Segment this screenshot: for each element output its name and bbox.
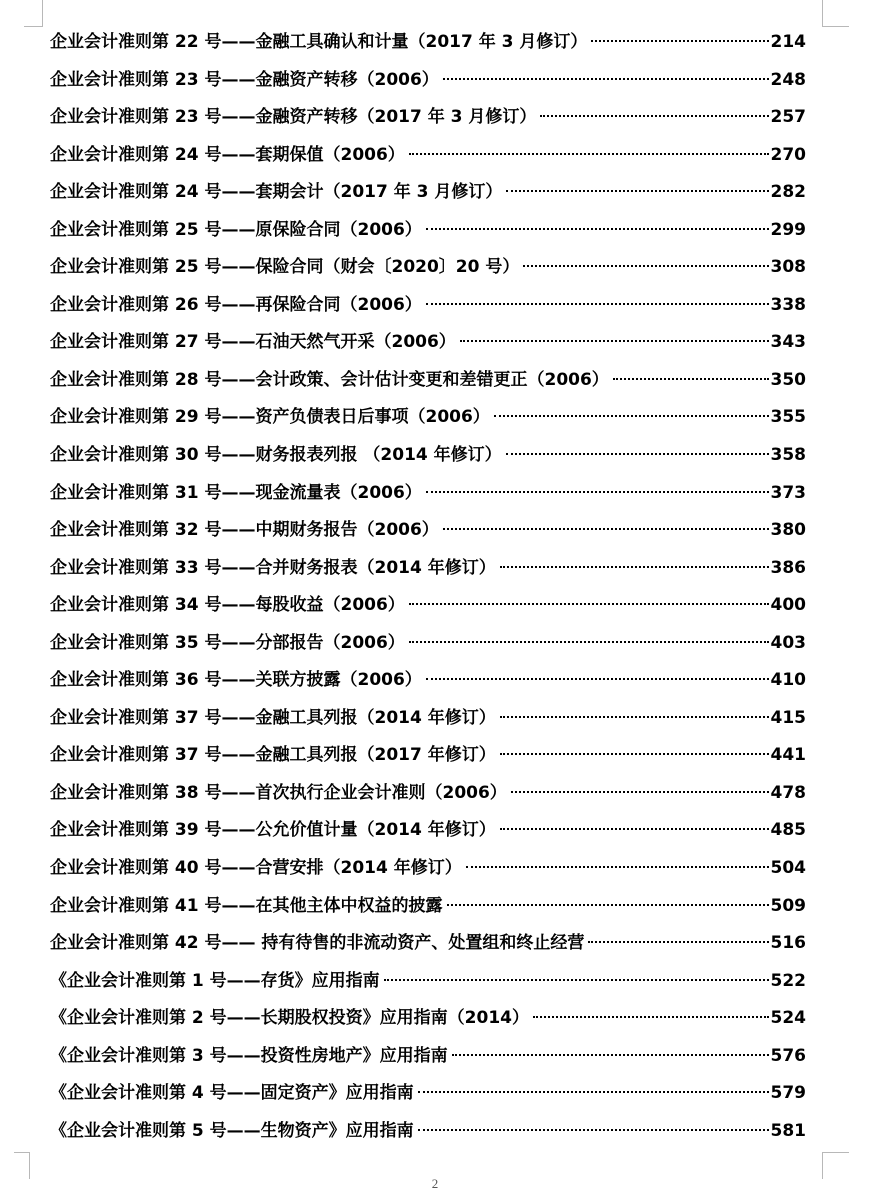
toc-entry[interactable] bbox=[50, 216, 806, 254]
toc-entry-page: 386 bbox=[770, 557, 806, 578]
toc-entry-page: 441 bbox=[770, 745, 806, 766]
dot-leader bbox=[426, 491, 769, 493]
toc-entry-title: 企业会计准则第 23 号——金融资产转移（2017 年 3 月修订） bbox=[50, 107, 537, 128]
toc-entry-title: 企业会计准则第 38 号——首次执行企业会计准则（2006） bbox=[50, 782, 507, 803]
dot-leader bbox=[409, 641, 769, 643]
toc-entry[interactable] bbox=[50, 779, 806, 817]
toc-entry[interactable] bbox=[50, 253, 806, 291]
toc-entry-title: 《企业会计准则第 2 号——长期股权投资》应用指南（2014） bbox=[50, 1008, 529, 1029]
dot-leader bbox=[443, 78, 769, 80]
toc-entry-page: 380 bbox=[770, 520, 806, 541]
dot-leader bbox=[506, 453, 769, 455]
toc-entry-title: 企业会计准则第 39 号——公允价值计量（2014 年修订） bbox=[50, 820, 496, 841]
toc-entry-title: 企业会计准则第 40 号——合营安排（2014 年修订） bbox=[50, 858, 462, 879]
dot-leader bbox=[447, 904, 769, 906]
dot-leader bbox=[418, 1091, 769, 1093]
toc-entry-page: 270 bbox=[770, 144, 806, 165]
toc-entry[interactable] bbox=[50, 892, 806, 930]
dot-leader bbox=[466, 866, 769, 868]
toc-entry-title: 企业会计准则第 25 号——原保险合同（2006） bbox=[50, 219, 422, 240]
toc-entry-title: 企业会计准则第 25 号——保险合同（财会〔2020〕20 号） bbox=[50, 257, 520, 278]
toc-entry[interactable] bbox=[50, 479, 806, 517]
toc-entry-title: 企业会计准则第 26 号——再保险合同（2006） bbox=[50, 294, 422, 315]
dot-leader bbox=[494, 415, 769, 417]
dot-leader bbox=[500, 566, 769, 568]
toc-entry-page: 524 bbox=[770, 1008, 806, 1029]
toc-entry-page: 410 bbox=[770, 670, 806, 691]
toc-entry-page: 355 bbox=[770, 407, 806, 428]
toc-entry[interactable] bbox=[50, 1079, 806, 1117]
toc-entry[interactable] bbox=[50, 66, 806, 104]
dot-leader bbox=[540, 115, 768, 117]
toc-entry-page: 579 bbox=[770, 1083, 806, 1104]
toc-entry-page: 308 bbox=[770, 257, 806, 278]
dot-leader bbox=[506, 190, 768, 192]
dot-leader bbox=[426, 228, 769, 230]
toc-entry-title: 企业会计准则第 34 号——每股收益（2006） bbox=[50, 595, 405, 616]
toc-entry-page: 373 bbox=[770, 482, 806, 503]
toc-entry[interactable] bbox=[50, 178, 806, 216]
toc-entry-title: 企业会计准则第 24 号——套期保值（2006） bbox=[50, 144, 405, 165]
toc-entry[interactable] bbox=[50, 704, 806, 742]
dot-leader bbox=[426, 303, 769, 305]
dot-leader bbox=[500, 828, 769, 830]
toc-entry-title: 企业会计准则第 42 号—— 持有待售的非流动资产、处置组和终止经营 bbox=[50, 933, 585, 954]
dot-leader bbox=[500, 716, 769, 718]
toc-entry-title: 《企业会计准则第 3 号——投资性房地产》应用指南 bbox=[50, 1045, 448, 1066]
toc-entry[interactable] bbox=[50, 291, 806, 329]
toc-entry[interactable] bbox=[50, 441, 806, 479]
toc-entry[interactable] bbox=[50, 28, 806, 66]
dot-leader bbox=[460, 340, 769, 342]
toc-entry-title: 企业会计准则第 23 号——金融资产转移（2006） bbox=[50, 69, 439, 90]
page-corner-mark-bottom-left bbox=[14, 1152, 30, 1179]
toc-entry-title: 企业会计准则第 24 号——套期会计（2017 年 3 月修订） bbox=[50, 182, 503, 203]
toc-entry-page: 358 bbox=[770, 445, 806, 466]
toc-entry-page: 509 bbox=[770, 895, 806, 916]
toc-entry[interactable] bbox=[50, 141, 806, 179]
table-of-contents bbox=[50, 28, 806, 1154]
dot-leader bbox=[591, 40, 768, 42]
toc-entry-title: 《企业会计准则第 4 号——固定资产》应用指南 bbox=[50, 1083, 414, 1104]
toc-entry-page: 343 bbox=[770, 332, 806, 353]
toc-entry[interactable] bbox=[50, 816, 806, 854]
page-corner-mark-bottom-right bbox=[822, 1152, 849, 1179]
dot-leader bbox=[418, 1129, 769, 1131]
toc-entry-title: 企业会计准则第 33 号——合并财务报表（2014 年修订） bbox=[50, 557, 496, 578]
toc-entry-title: 企业会计准则第 41 号——在其他主体中权益的披露 bbox=[50, 895, 443, 916]
toc-entry[interactable] bbox=[50, 741, 806, 779]
toc-entry[interactable] bbox=[50, 967, 806, 1005]
toc-entry-title: 企业会计准则第 35 号——分部报告（2006） bbox=[50, 632, 405, 653]
toc-entry-page: 516 bbox=[770, 933, 806, 954]
toc-entry[interactable] bbox=[50, 1117, 806, 1155]
toc-entry-page: 257 bbox=[770, 107, 806, 128]
toc-entry-page: 576 bbox=[770, 1045, 806, 1066]
toc-entry-title: 企业会计准则第 32 号——中期财务报告（2006） bbox=[50, 520, 439, 541]
toc-entry-title: 企业会计准则第 29 号——资产负债表日后事项（2006） bbox=[50, 407, 490, 428]
dot-leader bbox=[500, 753, 769, 755]
dot-leader bbox=[384, 979, 769, 981]
dot-leader bbox=[443, 528, 769, 530]
page-corner-mark-top-right bbox=[822, 0, 849, 27]
dot-leader bbox=[613, 378, 769, 380]
toc-entry-title: 企业会计准则第 37 号——金融工具列报（2014 年修订） bbox=[50, 707, 496, 728]
toc-entry-page: 248 bbox=[770, 69, 806, 90]
toc-entry[interactable] bbox=[50, 403, 806, 441]
toc-entry[interactable] bbox=[50, 1004, 806, 1042]
dot-leader bbox=[426, 678, 769, 680]
toc-entry[interactable] bbox=[50, 366, 806, 404]
toc-entry-page: 338 bbox=[770, 294, 806, 315]
toc-entry[interactable] bbox=[50, 929, 806, 967]
toc-entry-title: 企业会计准则第 36 号——关联方披露（2006） bbox=[50, 670, 422, 691]
toc-entry-page: 214 bbox=[770, 32, 806, 52]
toc-entry-page: 400 bbox=[770, 595, 806, 616]
toc-entry[interactable] bbox=[50, 554, 806, 592]
toc-entry-title: 企业会计准则第 28 号——会计政策、会计估计变更和差错更正（2006） bbox=[50, 369, 609, 390]
dot-leader bbox=[523, 265, 768, 267]
dot-leader bbox=[511, 791, 769, 793]
toc-entry-page: 350 bbox=[770, 369, 806, 390]
toc-entry[interactable] bbox=[50, 854, 806, 892]
toc-entry[interactable] bbox=[50, 103, 806, 141]
dot-leader bbox=[452, 1054, 769, 1056]
toc-entry-title: 企业会计准则第 37 号——金融工具列报（2017 年修订） bbox=[50, 745, 496, 766]
footer-page-number: 2 bbox=[431, 1176, 439, 1191]
toc-entry-page: 522 bbox=[770, 970, 806, 991]
toc-entry[interactable] bbox=[50, 516, 806, 554]
toc-entry-title: 《企业会计准则第 5 号——生物资产》应用指南 bbox=[50, 1120, 414, 1141]
toc-entry[interactable] bbox=[50, 666, 806, 704]
toc-entry[interactable] bbox=[50, 629, 806, 667]
dot-leader bbox=[588, 941, 768, 943]
toc-entry[interactable] bbox=[50, 1042, 806, 1080]
page-corner-mark-top-left bbox=[24, 0, 43, 27]
dot-leader bbox=[533, 1016, 769, 1018]
toc-entry-page: 403 bbox=[770, 632, 806, 653]
toc-entry-title: 企业会计准则第 22 号——金融工具确认和计量（2017 年 3 月修订） bbox=[50, 32, 588, 52]
toc-entry-title: 企业会计准则第 31 号——现金流量表（2006） bbox=[50, 482, 422, 503]
toc-entry-page: 299 bbox=[770, 219, 806, 240]
dot-leader bbox=[409, 603, 769, 605]
toc-entry[interactable] bbox=[50, 591, 806, 629]
toc-entry-page: 282 bbox=[770, 182, 806, 203]
dot-leader bbox=[409, 153, 769, 155]
toc-entry-page: 581 bbox=[770, 1120, 806, 1141]
toc-entry-title: 《企业会计准则第 1 号——存货》应用指南 bbox=[50, 970, 380, 991]
toc-entry-page: 485 bbox=[770, 820, 806, 841]
toc-entry[interactable] bbox=[50, 328, 806, 366]
toc-entry-page: 478 bbox=[770, 782, 806, 803]
toc-entry-page: 415 bbox=[770, 707, 806, 728]
toc-entry-page: 504 bbox=[770, 858, 806, 879]
toc-entry-title: 企业会计准则第 27 号——石油天然气开采（2006） bbox=[50, 332, 456, 353]
toc-entry-title: 企业会计准则第 30 号——财务报表列报 （2014 年修订） bbox=[50, 445, 502, 466]
